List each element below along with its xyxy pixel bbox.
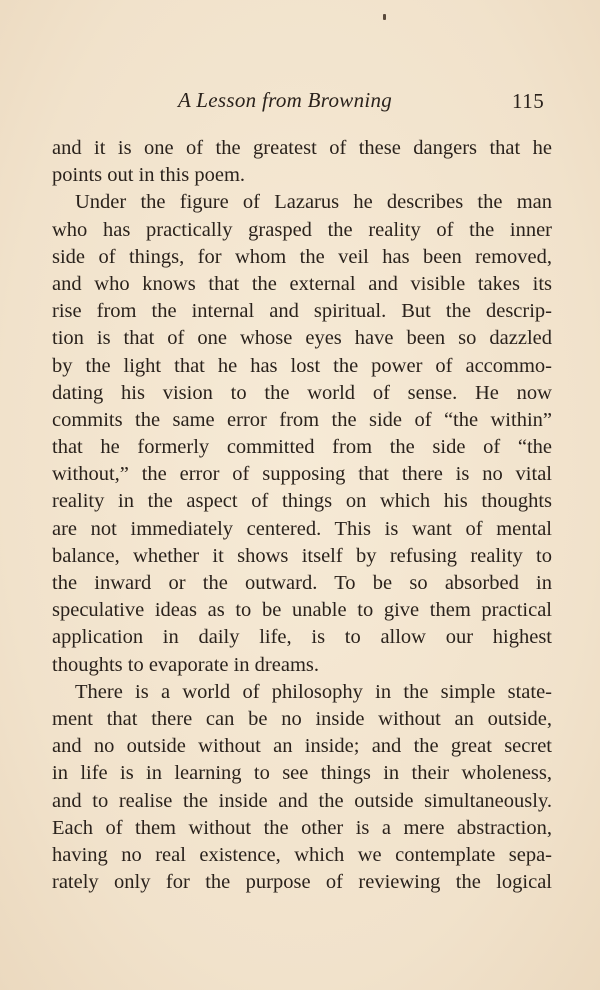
text-line: by the light that he has lost the power of accommo- <box>52 354 552 377</box>
text-line: side of things, for whom the veil has been removed, <box>52 245 552 268</box>
text-line: balance, whether it shows itself by refusing reality to <box>52 544 552 567</box>
text-line: rise from the internal and spiritual. But the descrip- <box>52 300 552 323</box>
text-line: There is a world of philosophy in the simple state- <box>75 680 552 703</box>
text-line: Each of them without the other is a mere abstraction, <box>52 816 552 839</box>
running-title: A Lesson from Browning <box>178 88 393 112</box>
text-line: having no real existence, which we contemplate sepa- <box>52 843 552 866</box>
text-line: ment that there can be no inside without an outside, <box>52 707 552 730</box>
text-line: tion is that of one whose eyes have been so dazzled <box>52 327 552 350</box>
text-line: rately only for the purpose of reviewing the logical <box>52 871 552 894</box>
text-line: who has practically grasped the reality of the inner <box>52 218 552 241</box>
text-line: that he formerly committed from the side of “the <box>52 436 552 459</box>
text-line: and no outside without an inside; and the great secret <box>52 735 552 758</box>
text-line: the inward or the outward. To be so absorbed in <box>52 572 552 594</box>
text-line: in life is in learning to see things in their wholeness, <box>52 762 552 785</box>
text-line: and it is one of the greatest of these dangers that he <box>52 137 552 159</box>
text-line: thoughts to evaporate in dreams. <box>52 653 320 676</box>
text-line: application in daily life, is to allow our highest <box>52 626 552 649</box>
text-line: points out in this poem. <box>52 164 246 187</box>
text-line: Under the figure of Lazarus he describes the man <box>75 191 552 214</box>
text-line: and who knows that the external and visible takes its <box>52 272 552 295</box>
body-text <box>52 135 552 896</box>
text-line: are not immediately centered. This is want of mental <box>52 517 552 540</box>
text-line: and to realise the inside and the outside simultaneously. <box>52 789 552 812</box>
text-line: reality in the aspect of things on which his thoughts <box>52 490 552 513</box>
text-line: without,” the error of supposing that there is no vital <box>52 463 552 486</box>
text-line: speculative ideas as to be unable to give them practical <box>52 599 552 622</box>
page-number: 115 <box>512 89 545 113</box>
text-line: commits the same error from the side of “the within” <box>52 408 552 431</box>
text-line: dating his vision to the world of sense. He now <box>52 381 552 404</box>
ink-speck <box>383 14 386 20</box>
